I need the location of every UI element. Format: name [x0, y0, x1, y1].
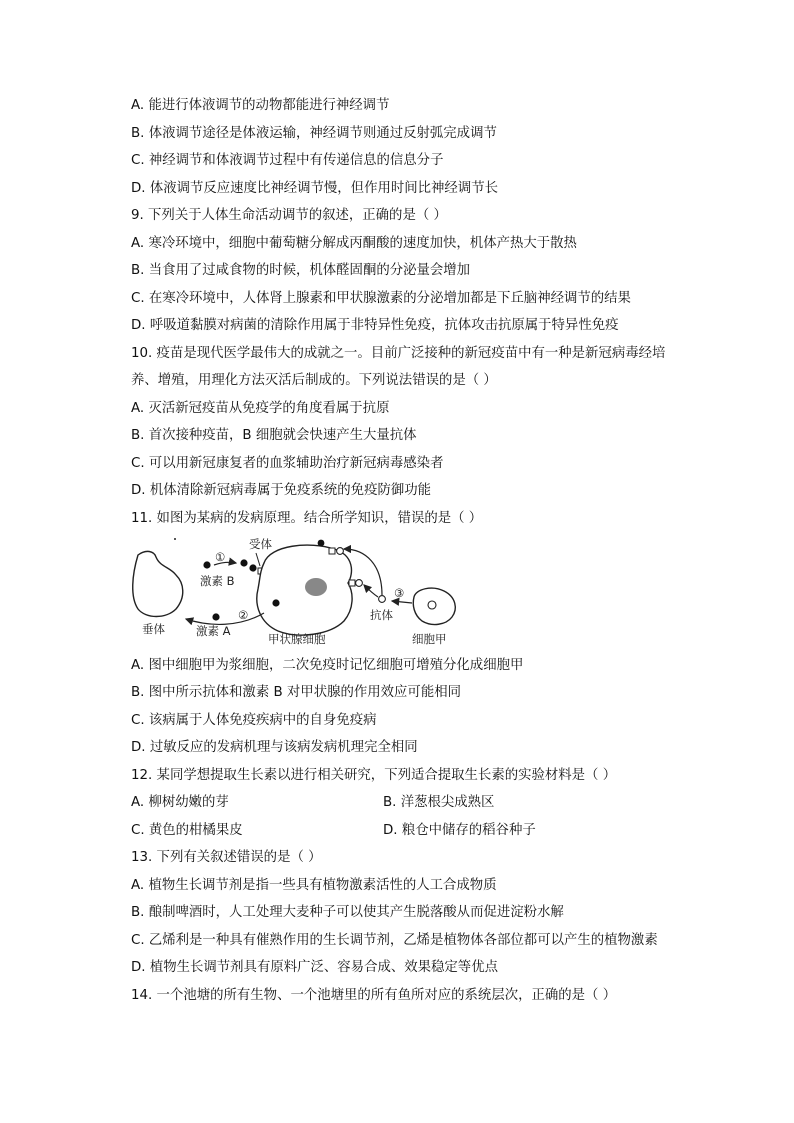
q10-stem-line2: 养、增殖，用理化方法灭活后制成的。下列说法错误的是（ ） [131, 373, 497, 388]
label-step2: ② [238, 608, 249, 622]
q12-option-c: C. 黄色的柑橘果皮 [131, 823, 243, 838]
label-pituitary: 垂体 [142, 622, 165, 636]
q11-stem: 11. 如图为某病的发病原理。结合所学知识，错误的是（ ） [131, 511, 483, 526]
q9-option-a: A. 寒冷环境中，细胞中葡萄糖分解成丙酮酸的速度加快，机体产热大于散热 [131, 236, 577, 251]
q13-option-d: D. 植物生长调节剂具有原料广泛、容易合成、效果稳定等优点 [131, 960, 498, 975]
q12-option-a: A. 柳树幼嫩的芽 [131, 795, 229, 810]
pituitary-shape [133, 551, 183, 616]
q10-option-d: D. 机体清除新冠病毒属于免疫系统的免疫防御功能 [131, 483, 432, 498]
q9-option-c: C. 在寒冷环境中，人体肾上腺素和甲状腺激素的分泌增加都是下丘脑神经调节的结果 [131, 291, 631, 306]
q8-option-c: C. 神经调节和体液调节过程中有传递信息的信息分子 [131, 153, 444, 168]
q12-option-b: B. 洋葱根尖成熟区 [383, 795, 495, 810]
label-antibody: 抗体 [370, 608, 393, 622]
label-receptor: 受体 [249, 537, 272, 551]
q10-option-b: B. 首次接种疫苗，B 细胞就会快速产生大量抗体 [131, 428, 417, 443]
label-hormone-a: 激素 A [196, 624, 231, 638]
q12-stem: 12. 某同学想提取生长素以进行相关研究，下列适合提取生长素的实验材料是（ ） [131, 768, 617, 783]
label-step1: ① [215, 550, 226, 564]
disease-mechanism-diagram [130, 535, 460, 650]
thyroid-cell-shape [257, 545, 352, 635]
label-hormone-b: 激素 B [200, 574, 235, 588]
q11-option-d: D. 过敏反应的发病机理与该病发病机理完全相同 [131, 740, 418, 755]
thyroid-nucleus [305, 578, 327, 596]
q12-option-d: D. 粮仓中储存的稻谷种子 [383, 823, 536, 838]
q13-stem: 13. 下列有关叙述错误的是（ ） [131, 850, 322, 865]
q8-option-b: B. 体液调节途径是体液运输，神经调节则通过反射弧完成调节 [131, 126, 497, 141]
q11-option-b: B. 图中所示抗体和激素 B 对甲状腺的作用效应可能相同 [131, 685, 461, 700]
receptor-upper-right [329, 548, 335, 554]
label-thyroid-cell: 甲状腺细胞 [268, 632, 326, 646]
receptor-right [349, 580, 355, 586]
q13-option-b: B. 酿制啤酒时，人工处理大麦种子可以使其产生脱落酸从而促进淀粉水解 [131, 905, 564, 920]
q13-option-a: A. 植物生长调节剂是指一些具有植物激素活性的人工合成物质 [131, 878, 497, 893]
q11-option-a: A. 图中细胞甲为浆细胞，二次免疫时记忆细胞可增殖分化成细胞甲 [131, 658, 524, 673]
q10-option-c: C. 可以用新冠康复者的血浆辅助治疗新冠病毒感染者 [131, 456, 444, 471]
label-step3: ③ [394, 586, 405, 600]
q8-option-a: A. 能进行体液调节的动物都能进行神经调节 [131, 98, 390, 113]
q10-stem-line1: 10. 疫苗是现代医学最伟大的成就之一。目前广泛接种的新冠疫苗中有一种是新冠病毒经培 [131, 346, 666, 361]
q13-option-c: C. 乙烯利是一种具有催熟作用的生长调节剂，乙烯是植物体各部位都可以产生的植物激素 [131, 933, 658, 948]
q8-option-d: D. 体液调节反应速度比神经调节慢，但作用时间比神经调节长 [131, 181, 498, 196]
q9-option-d: D. 呼吸道黏膜对病菌的清除作用属于非特异性免疫，抗体攻击抗原属于特异性免疫 [131, 318, 619, 333]
q9-option-b: B. 当食用了过咸食物的时候，机体醛固酮的分泌量会增加 [131, 263, 471, 278]
q10-option-a: A. 灭活新冠疫苗从免疫学的角度看属于抗原 [131, 401, 390, 416]
q14-stem: 14. 一个池塘的所有生物、一个池塘里的所有鱼所对应的系统层次，正确的是（ ） [131, 988, 617, 1003]
label-cell-jia: 细胞甲 [412, 632, 447, 646]
q11-option-c: C. 该病属于人体免疫疾病中的自身免疫病 [131, 713, 377, 728]
q9-stem: 9. 下列关于人体生命活动调节的叙述，正确的是（ ） [131, 208, 447, 223]
